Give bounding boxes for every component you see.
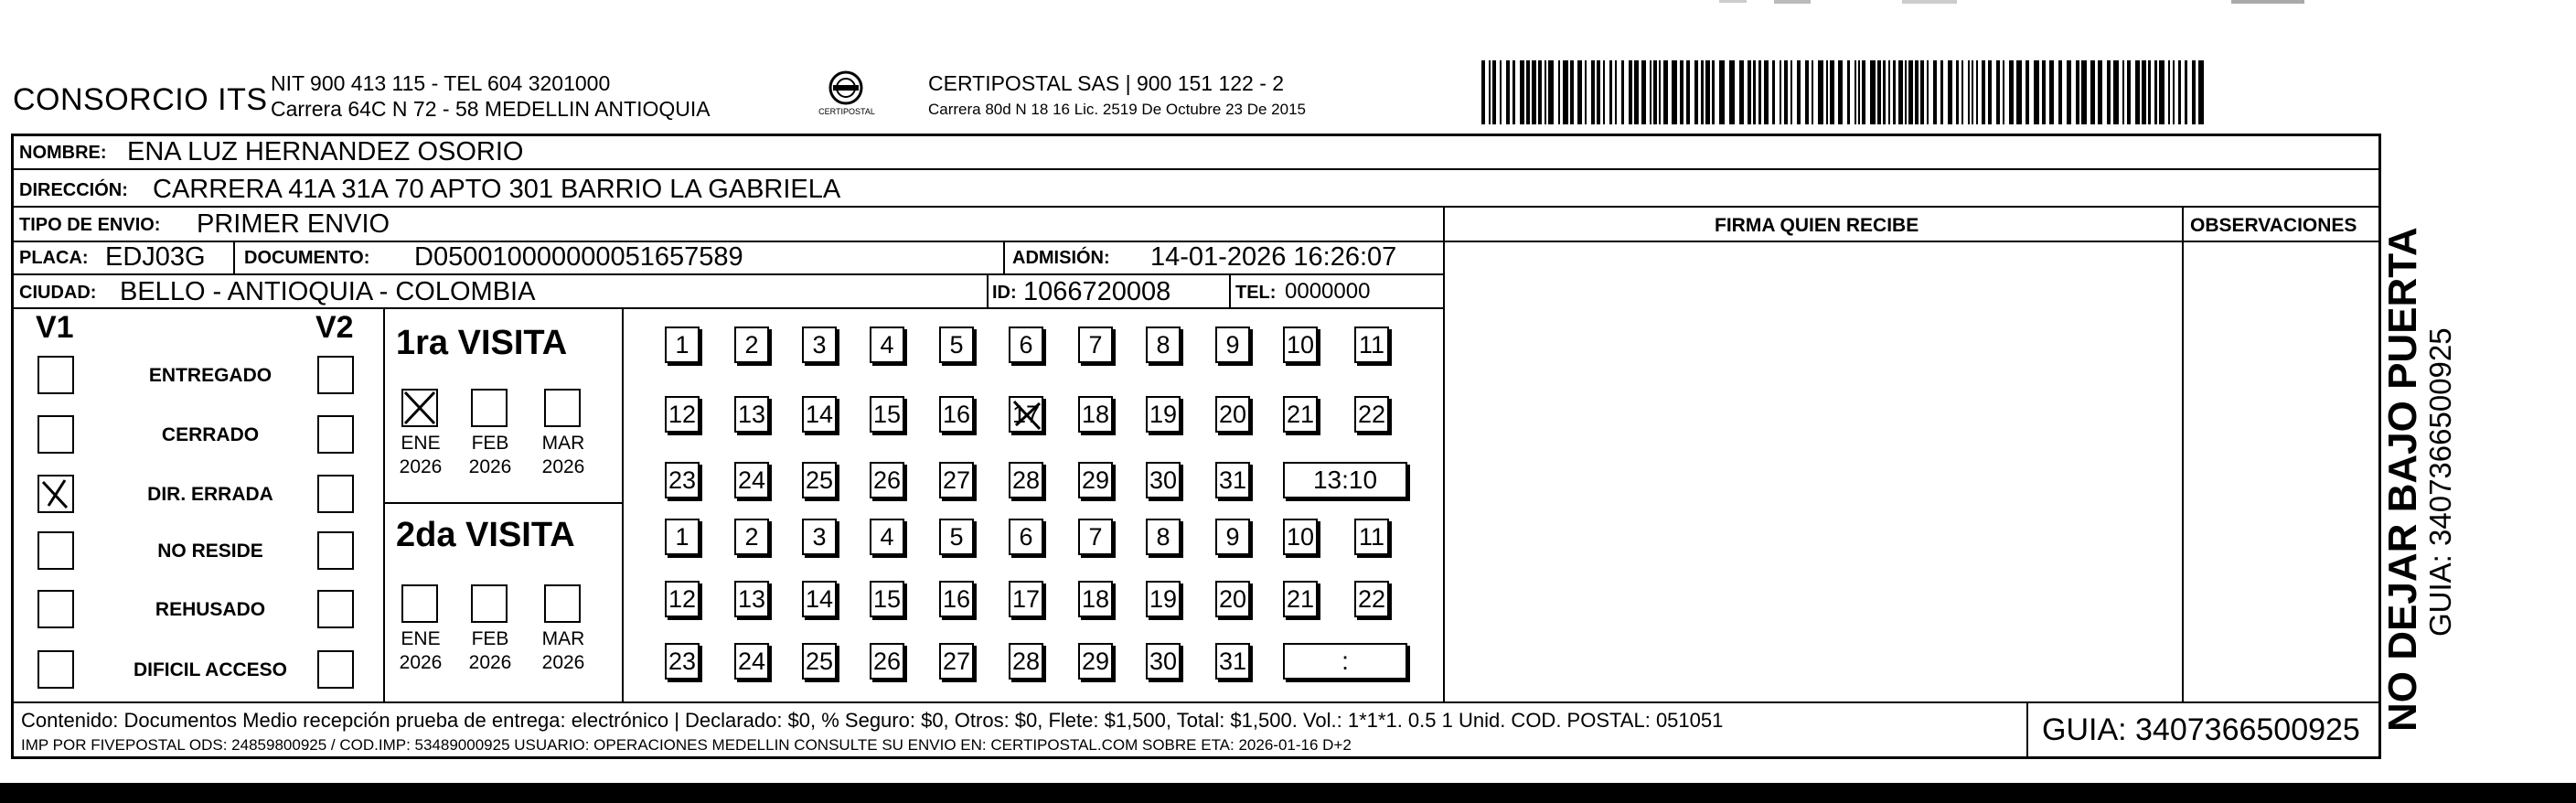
id-value: 1066720008 (1023, 277, 1171, 306)
admision-value: 14-01-2026 16:26:07 (1150, 242, 1397, 272)
nombre-label: NOMBRE: (19, 143, 107, 163)
v1-checkbox[interactable] (37, 356, 74, 394)
time-field[interactable]: 13:10 (1283, 462, 1407, 498)
logo-text: CERTIPOSTAL (818, 107, 875, 116)
status-label: DIR. ERRADA (147, 484, 273, 505)
day-box[interactable]: 18 (1078, 396, 1113, 433)
month-checkbox[interactable] (544, 389, 581, 427)
month-label: ENE 2026 (399, 628, 443, 673)
v2-header: V2 (315, 310, 354, 345)
row-divider (1443, 241, 2378, 242)
month-checkbox[interactable] (401, 584, 438, 623)
row-divider (14, 206, 2378, 208)
first-visit-title: 1ra VISITA (396, 324, 568, 362)
day-box[interactable]: 9 (1215, 327, 1250, 363)
month-label: MAR 2026 (541, 433, 585, 477)
day-box[interactable]: 17 (1009, 581, 1043, 617)
footer-guia: GUIA: 3407366500925 (2042, 712, 2360, 747)
col-divider (1003, 241, 1005, 273)
no-dejar-text: NO DEJAR BAJO PUERTA (2380, 227, 2425, 732)
status-label: ENTREGADO (148, 365, 273, 386)
documento-value: D050010000000051657589 (414, 242, 743, 272)
day-box[interactable]: 11 (1354, 519, 1389, 555)
day-box[interactable]: 29 (1078, 643, 1113, 680)
scan-noise (1719, 0, 2314, 7)
day-box[interactable]: 3 (802, 327, 837, 363)
day-box[interactable]: 19 (1146, 581, 1181, 617)
v2-checkbox[interactable] (317, 475, 354, 513)
day-box[interactable]: 6 (1009, 519, 1043, 555)
day-box[interactable]: 1 (665, 519, 700, 555)
month-checkbox[interactable] (471, 389, 508, 427)
day-box[interactable]: 4 (870, 327, 904, 363)
row-divider (14, 307, 1443, 309)
col-divider (1443, 206, 1445, 701)
day-box[interactable]: 22 (1354, 581, 1389, 617)
day-box[interactable]: 20 (1215, 581, 1250, 617)
v1-header: V1 (36, 310, 74, 345)
tipo-label: TIPO DE ENVIO: (19, 215, 161, 235)
status-label: CERRADO (161, 424, 260, 445)
x-mark-icon (1010, 398, 1043, 433)
day-box[interactable]: 5 (939, 519, 974, 555)
day-box[interactable]: 28 (1009, 643, 1043, 680)
day-box[interactable]: 30 (1146, 643, 1181, 680)
month-label: MAR 2026 (541, 628, 585, 673)
day-box[interactable]: 12 (665, 396, 700, 433)
month-label: FEB 2026 (468, 628, 512, 673)
carrier-address: Carrera 80d N 18 16 Lic. 2519 De Octubre 23 De 2015 (928, 101, 1306, 118)
observaciones-header: OBSERVACIONES (2190, 215, 2357, 236)
day-box[interactable]: 3 (802, 519, 837, 555)
v1-checkbox[interactable] (37, 650, 74, 689)
footer-divider (14, 701, 2378, 703)
day-box[interactable]: 14 (802, 396, 837, 433)
day-box[interactable]: 16 (939, 396, 974, 433)
day-box[interactable]: 16 (939, 581, 974, 617)
day-box[interactable]: 21 (1283, 396, 1318, 433)
v2-checkbox[interactable] (317, 415, 354, 454)
month-label: FEB 2026 (468, 433, 512, 477)
day-box[interactable]: 25 (802, 462, 837, 498)
tel-value: 0000000 (1285, 279, 1371, 304)
v1-checkbox[interactable] (37, 415, 74, 454)
v2-checkbox[interactable] (317, 590, 354, 628)
col-divider (2182, 206, 2184, 701)
side-guia: GUIA: 3407366500925 (2423, 327, 2457, 637)
day-box[interactable]: 18 (1078, 581, 1113, 617)
day-box[interactable]: 17 (1009, 396, 1043, 433)
col-divider (2026, 701, 2028, 759)
day-box[interactable]: 7 (1078, 519, 1113, 555)
day-box[interactable]: 15 (870, 396, 904, 433)
day-box[interactable]: 22 (1354, 396, 1389, 433)
day-box[interactable]: 23 (665, 462, 700, 498)
placa-value: EDJ03G (105, 242, 206, 272)
day-box[interactable]: 8 (1146, 327, 1181, 363)
day-box[interactable]: 21 (1283, 581, 1318, 617)
month-label: ENE 2026 (399, 433, 443, 477)
carrier-name: CERTIPOSTAL SAS | 900 151 122 - 2 (928, 71, 1285, 95)
v1-checkbox[interactable] (37, 531, 74, 570)
day-box[interactable]: 4 (870, 519, 904, 555)
day-box[interactable]: 31 (1215, 643, 1250, 680)
day-box[interactable]: 2 (734, 519, 769, 555)
documento-label: DOCUMENTO: (244, 248, 370, 268)
v1-checkbox[interactable] (37, 590, 74, 628)
tel-label: TEL: (1235, 283, 1277, 303)
day-box[interactable]: 15 (870, 581, 904, 617)
direccion-label: DIRECCIÓN: (19, 180, 128, 200)
day-box[interactable]: 26 (870, 462, 904, 498)
day-box[interactable]: 9 (1215, 519, 1250, 555)
month-checkbox[interactable] (471, 584, 508, 623)
day-box[interactable]: 24 (734, 643, 769, 680)
status-label: NO RESIDE (157, 541, 263, 562)
day-box[interactable]: 6 (1009, 327, 1043, 363)
placa-label: PLACA: (19, 248, 89, 268)
col-divider (1229, 273, 1231, 307)
day-box[interactable]: 13 (734, 396, 769, 433)
day-box[interactable]: 12 (665, 581, 700, 617)
day-box[interactable]: 5 (939, 327, 974, 363)
nombre-value: ENA LUZ HERNANDEZ OSORIO (127, 137, 524, 166)
admision-label: ADMISIÓN: (1012, 248, 1110, 268)
status-label: DIFICIL ACCESO (133, 659, 287, 680)
day-box[interactable]: 10 (1283, 519, 1318, 555)
day-box[interactable]: 1 (665, 327, 700, 363)
col-divider (233, 241, 235, 273)
day-box[interactable]: 28 (1009, 462, 1043, 498)
day-box[interactable]: 27 (939, 462, 974, 498)
day-box[interactable]: 10 (1283, 327, 1318, 363)
day-box[interactable]: 8 (1146, 519, 1181, 555)
day-box[interactable]: 11 (1354, 327, 1389, 363)
firma-header: FIRMA QUIEN RECIBE (1715, 215, 1919, 236)
barcode (1481, 60, 2204, 124)
col-divider (622, 307, 624, 701)
company-name: CONSORCIO ITS (13, 82, 268, 117)
side-rotated-text (2382, 227, 2457, 732)
day-box[interactable]: 13 (734, 581, 769, 617)
v2-checkbox[interactable] (317, 531, 354, 570)
tipo-value: PRIMER ENVIO (197, 209, 390, 239)
row-divider (14, 168, 2378, 170)
day-box[interactable]: 7 (1078, 327, 1113, 363)
day-box[interactable]: 30 (1146, 462, 1181, 498)
contenido-line: Contenido: Documentos Medio recepción prueba de entrega: electrónico | Declarado: $0, % Seguro: $0, Otros: $0, Flete: $1,500, Total: $1,500. Vol.: 1*1*1. 0.5 1 Unid. COD. POSTAL: 051051 (21, 709, 1724, 732)
time-field[interactable]: : (1283, 643, 1407, 680)
company-address: Carrera 64C N 72 - 58 MEDELLIN ANTIOQUIA (271, 97, 711, 121)
delivery-form (11, 134, 2381, 759)
company-nit: NIT 900 413 115 - TEL 604 3201000 (271, 71, 611, 95)
col-divider (987, 273, 989, 307)
second-visit-title: 2da VISITA (396, 516, 575, 554)
day-box[interactable]: 20 (1215, 396, 1250, 433)
visit-divider (383, 502, 622, 504)
v1-checkbox[interactable] (37, 475, 74, 513)
day-box[interactable]: 27 (939, 643, 974, 680)
direccion-value: CARRERA 41A 31A 70 APTO 301 BARRIO LA GABRIELA (153, 175, 841, 204)
day-box[interactable]: 25 (802, 643, 837, 680)
status-label: REHUSADO (155, 599, 266, 620)
v2-checkbox[interactable] (317, 356, 354, 394)
month-checkbox[interactable] (401, 389, 438, 427)
id-label: ID: (992, 283, 1017, 303)
x-mark-icon (39, 476, 72, 511)
ciudad-label: CIUDAD: (19, 283, 97, 303)
day-box[interactable]: 24 (734, 462, 769, 498)
month-checkbox[interactable] (544, 584, 581, 623)
col-divider (383, 307, 385, 701)
day-box[interactable]: 2 (734, 327, 769, 363)
day-box[interactable]: 29 (1078, 462, 1113, 498)
scan-edge (0, 783, 2576, 803)
day-box[interactable]: 23 (665, 643, 700, 680)
imp-line: IMP POR FIVEPOSTAL ODS: 24859800925 / COD.IMP: 53489000925 USUARIO: OPERACIONES MEDELLIN CONSULTE SU ENVIO EN: CERTIPOSTAL.COM SOBRE ETA: 2026-01-16 D+2 (21, 736, 1352, 754)
day-box[interactable]: 31 (1215, 462, 1250, 498)
x-mark-icon (403, 391, 436, 425)
day-box[interactable]: 26 (870, 643, 904, 680)
day-box[interactable]: 19 (1146, 396, 1181, 433)
v2-checkbox[interactable] (317, 650, 354, 689)
ciudad-value: BELLO - ANTIOQUIA - COLOMBIA (120, 277, 536, 306)
day-box[interactable]: 14 (802, 581, 837, 617)
